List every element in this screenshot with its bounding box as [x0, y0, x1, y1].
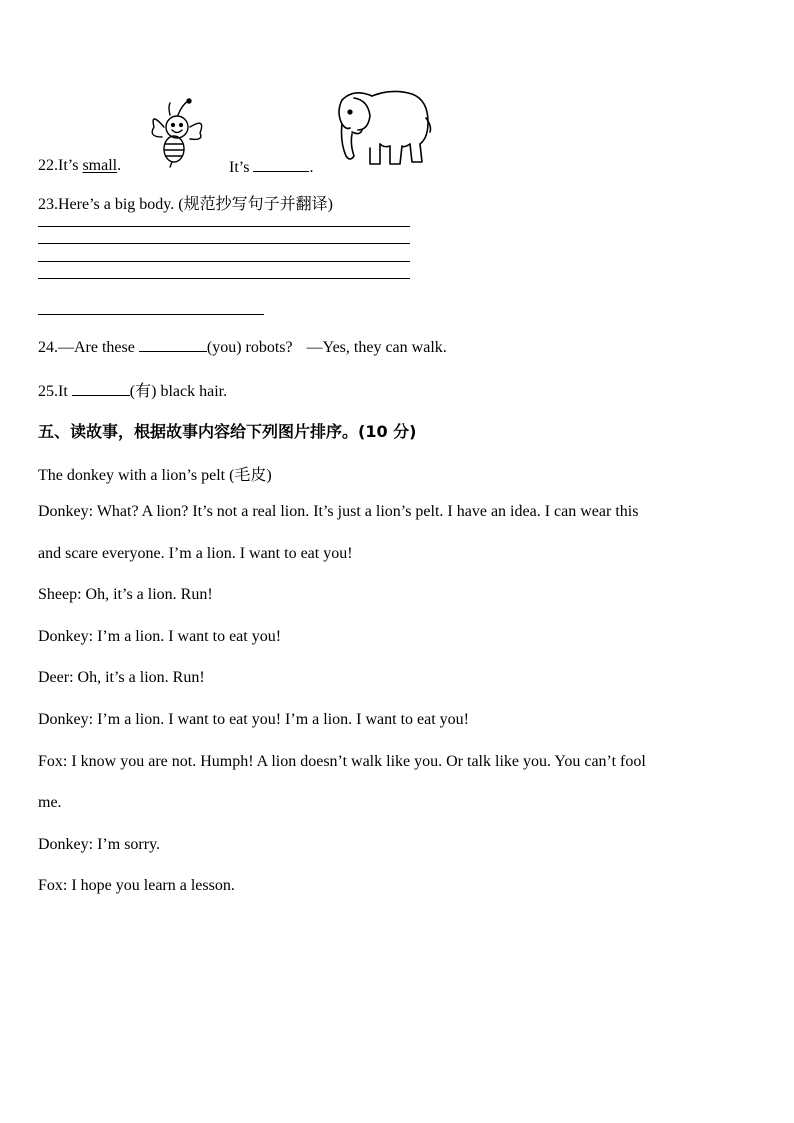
story-line: me. [38, 794, 62, 811]
bee-illustration [144, 97, 208, 169]
story-line: Donkey: I’m sorry. [38, 836, 161, 853]
writing-line-2[interactable] [38, 243, 410, 244]
question-23: 23.Here’s a big body. (规范抄写句子并翻译) [38, 196, 333, 213]
question-number: 24. [38, 339, 58, 356]
story-line: Fox: I know you are not. Humph! A lion doesn’t walk like you. Or talk like you. You can’t fool [38, 753, 646, 770]
question-22-second-part: It’s . [229, 159, 314, 176]
writing-line-1[interactable] [38, 226, 410, 227]
section-heading: 五、读故事，根据故事内容给下列图片排序。(10 分) [38, 422, 417, 441]
story-line: Donkey: What? A lion? It’s not a real lion. It’s just a lion’s pelt. I have an idea. I can wear this [38, 503, 639, 520]
question-number: 22. [38, 157, 58, 174]
writing-line-3[interactable] [38, 261, 410, 262]
question-25: 25.It (有) black hair. [38, 383, 228, 400]
writing-line-4[interactable] [38, 278, 410, 279]
question-24: 24.—Are these (you) robots? —Yes, they can walk. [38, 339, 447, 356]
answer-blank[interactable] [72, 381, 130, 396]
story-title: The donkey with a lion’s pelt (毛皮) [38, 467, 272, 484]
story-line: Deer: Oh, it’s a lion. Run! [38, 669, 205, 686]
writing-line-5[interactable] [38, 314, 264, 315]
story-line: Fox: I hope you learn a lesson. [38, 877, 235, 894]
elephant-illustration [332, 82, 434, 170]
question-number: 25. [38, 383, 58, 400]
answer-blank[interactable] [139, 337, 207, 352]
answer-blank[interactable] [253, 157, 309, 172]
story-line: Donkey: I’m a lion. I want to eat you! [38, 628, 282, 645]
question-22: 22.It’s small. [38, 157, 122, 174]
underlined-word: small [82, 157, 118, 174]
story-line: Sheep: Oh, it’s a lion. Run! [38, 586, 213, 603]
story-line: Donkey: I’m a lion. I want to eat you! I’m a lion. I want to eat you! [38, 711, 469, 728]
story-line: and scare everyone. I’m a lion. I want to eat you! [38, 545, 353, 562]
question-number: 23. [38, 196, 58, 213]
